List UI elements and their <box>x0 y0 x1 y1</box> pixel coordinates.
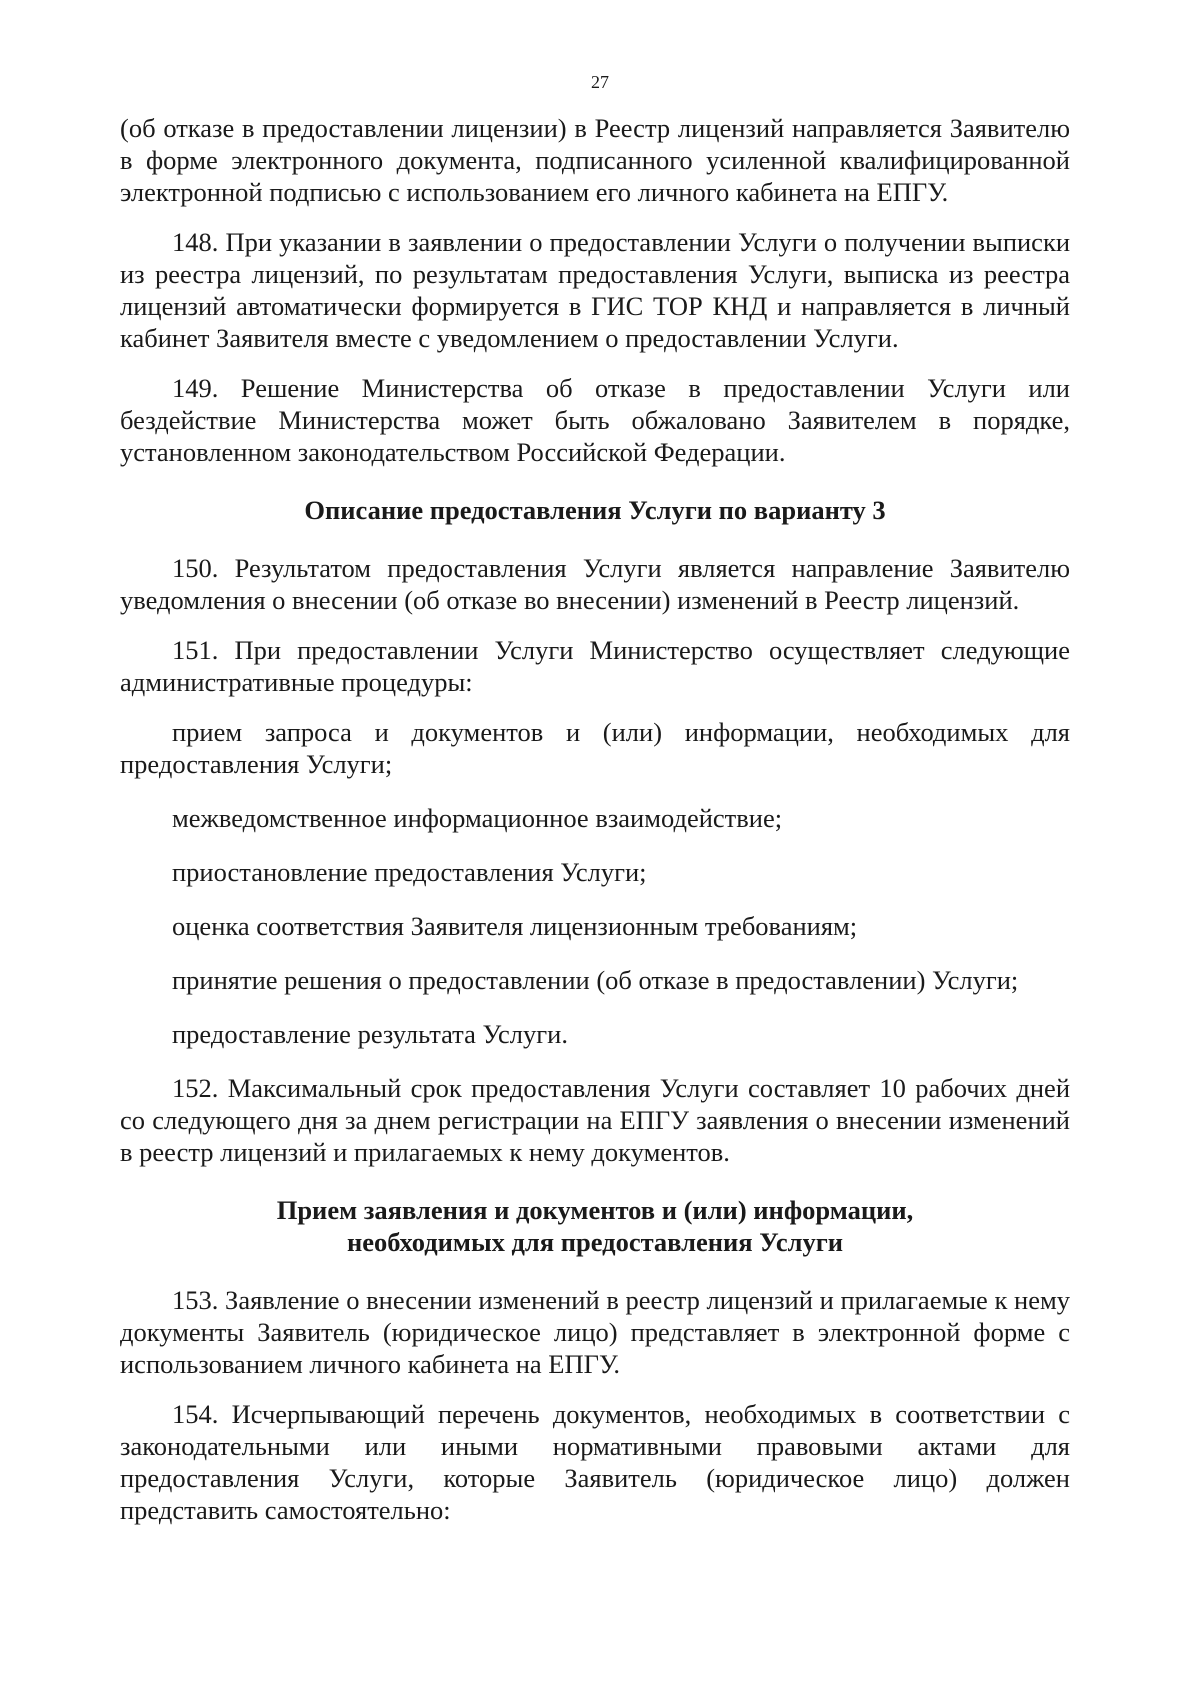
section-heading-line-2: необходимых для предоставления Услуги <box>346 1227 844 1257</box>
paragraph-continuation: (об отказе в предоставлении лицензии) в Реестр лицензий направляется Заявителю в форме электронного документа, подписанного усиленной квалифицированной электронной подписью с использованием его личного кабинета на ЕПГУ. <box>120 113 1070 207</box>
procedure-list-item: предоставление результата Услуги. <box>172 1019 568 1049</box>
paragraph-149: 149. Решение Министерства об отказе в предоставлении Услуги или бездействие Министерства может быть обжаловано Заявителем в порядке, установленном законодательством Российской Федерации. <box>120 373 1070 467</box>
section-heading-line-1: Прием заявления и документов и (или) информации, <box>276 1195 914 1225</box>
procedure-list-item: прием запроса и документов и (или) информации, необходимых для предоставления Услуги; <box>120 717 1070 779</box>
paragraph-154: 154. Исчерпывающий перечень документов, необходимых в соответствии с законодательными или иными нормативными правовыми актами для предоставления Услуги, которые Заявитель (юридическое лицо) должен представить самостоятельно: <box>120 1399 1070 1525</box>
page-number: 27 <box>591 72 609 92</box>
paragraph-151: 151. При предоставлении Услуги Министерство осуществляет следующие административные процедуры: <box>120 635 1070 697</box>
procedure-list-item: приостановление предоставления Услуги; <box>172 857 647 887</box>
document-body <box>120 112 1070 1544</box>
paragraph-153: 153. Заявление о внесении изменений в реестр лицензий и прилагаемые к нему документы Заявитель (юридическое лицо) представляет в электронной форме с использованием личного кабинета на ЕПГУ. <box>120 1285 1070 1379</box>
paragraph-148: 148. При указании в заявлении о предоставлении Услуги о получении выписки из реестра лицензий, по результатам предоставления Услуги, выписка из реестра лицензий автоматически формируется в ГИС ТОР КНД и направляется в личный кабинет Заявителя вместе с уведомлением о предоставлении Услуги. <box>120 227 1070 353</box>
paragraph-150: 150. Результатом предоставления Услуги является направление Заявителю уведомления о внесении (об отказе во внесении) изменений в Реестр лицензий. <box>120 553 1070 615</box>
paragraph-152: 152. Максимальный срок предоставления Услуги составляет 10 рабочих дней со следующего дня за днем регистрации на ЕПГУ заявления о внесении изменений в реестр лицензий и прилагаемых к нему документов. <box>120 1073 1070 1167</box>
procedure-list-item: оценка соответствия Заявителя лицензионным требованиям; <box>172 911 858 941</box>
section-heading-application-intake <box>120 1194 1070 1258</box>
procedure-list-item: принятие решения о предоставлении (об отказе в предоставлении) Услуги; <box>172 965 1019 995</box>
procedure-list-item: межведомственное информационное взаимодействие; <box>172 803 783 833</box>
section-heading-variant-3: Описание предоставления Услуги по варианту 3 <box>304 495 886 525</box>
